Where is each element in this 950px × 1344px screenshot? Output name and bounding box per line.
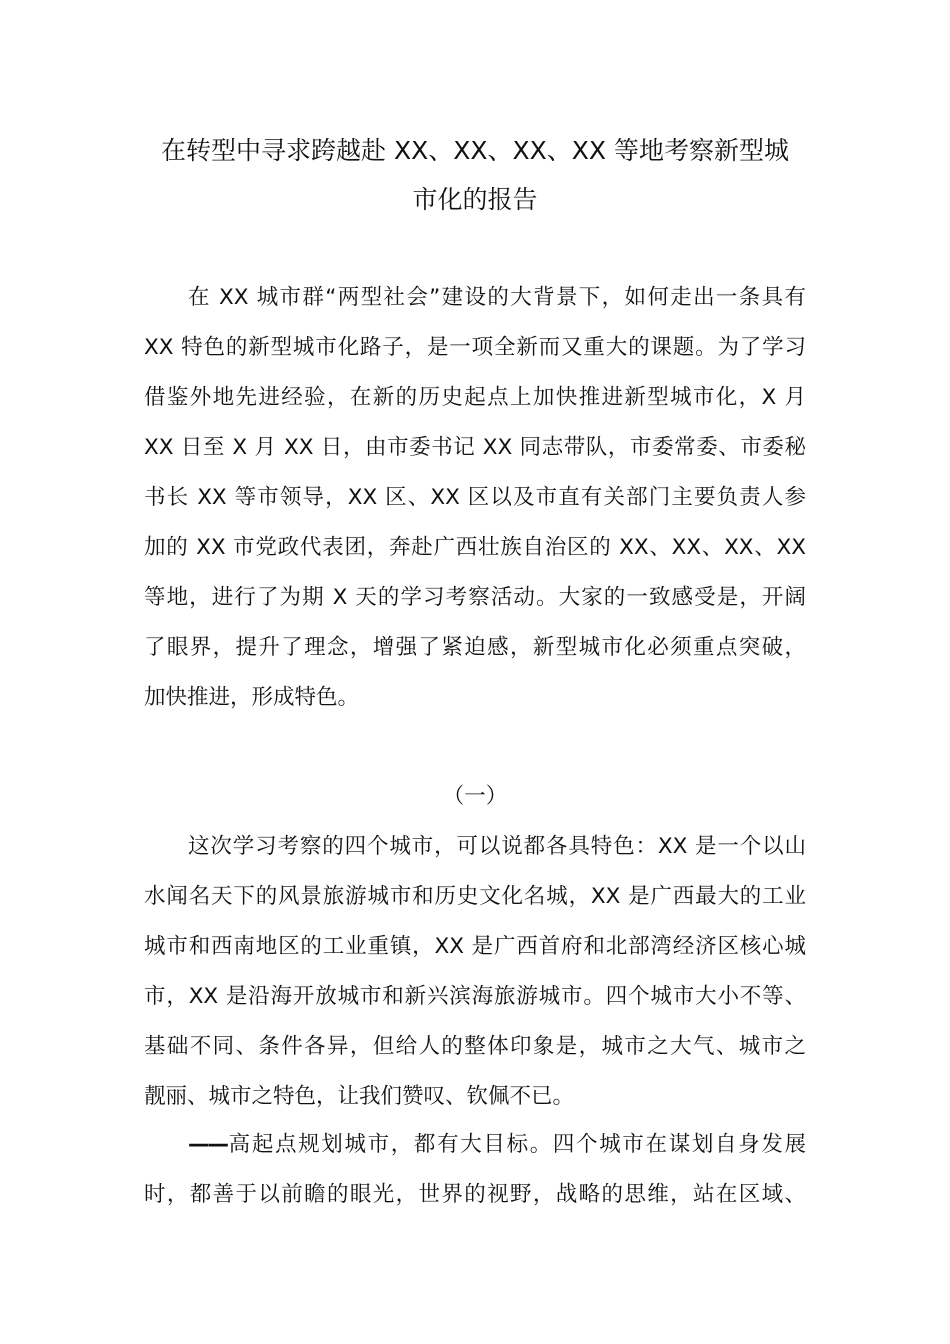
paragraph-line: 加的 XX 市党政代表团，奔赴广西壮族自治区的 XX、XX、XX、XX — [144, 535, 806, 560]
paragraph-line: XX 特色的新型城市化路子，是一项全新而又重大的课题。为了学习 — [144, 335, 806, 360]
intro-paragraph — [144, 273, 806, 723]
paragraph-line: 加快推进，形成特色。 — [144, 685, 360, 710]
cities-paragraph — [144, 822, 806, 1122]
title-line: 市化的报告 — [412, 185, 538, 214]
paragraph-line: 在 XX 城市群“两型社会”建设的大背景下，如何走出一条具有 — [188, 285, 806, 310]
paragraph-line: 靓丽、城市之特色，让我们赞叹、钦佩不已。 — [144, 1084, 575, 1109]
title-line: 在转型中寻求跨越赴 XX、XX、XX、XX 等地考察新型城 — [161, 136, 789, 165]
section-heading: （一） — [442, 784, 508, 809]
paragraph-line: 书长 XX 等市领导，XX 区、XX 区以及市直有关部门主要负责人参 — [144, 485, 806, 510]
paragraph-line — [144, 1120, 806, 1170]
em-dash: —— — [188, 1132, 227, 1157]
paragraph-line: 借鉴外地先进经验，在新的历史起点上加快推进新型城市化，X 月 — [144, 385, 806, 410]
paragraph-line: 等地，进行了为期 X 天的学习考察活动。大家的一致感受是，开阔 — [144, 585, 806, 610]
planning-paragraph — [144, 1120, 806, 1220]
paragraph-line: 水闻名天下的风景旅游城市和历史文化名城，XX 是广西最大的工业 — [144, 884, 806, 909]
paragraph-line: 时，都善于以前瞻的眼光，世界的视野，战略的思维，站在区域、 — [144, 1182, 806, 1207]
paragraph-line: 这次学习考察的四个城市，可以说都各具特色：XX 是一个以山 — [188, 834, 806, 859]
paragraph-line: 了眼界，提升了理念，增强了紧迫感，新型城市化必须重点突破， — [144, 635, 806, 660]
paragraph-line-text: 高起点规划城市，都有大目标。四个城市在谋划自身发展 — [227, 1132, 806, 1157]
paragraph-line: 基础不同、条件各异，但给人的整体印象是，城市之大气、城市之 — [144, 1034, 806, 1059]
paragraph-line: 市，XX 是沿海开放城市和新兴滨海旅游城市。四个城市大小不等、 — [144, 984, 806, 1009]
paragraph-line: XX 日至 X 月 XX 日，由市委书记 XX 同志带队，市委常委、市委秘 — [144, 435, 806, 460]
document-title — [140, 126, 810, 224]
paragraph-line: 城市和西南地区的工业重镇，XX 是广西首府和北部湾经济区核心城 — [144, 934, 806, 959]
